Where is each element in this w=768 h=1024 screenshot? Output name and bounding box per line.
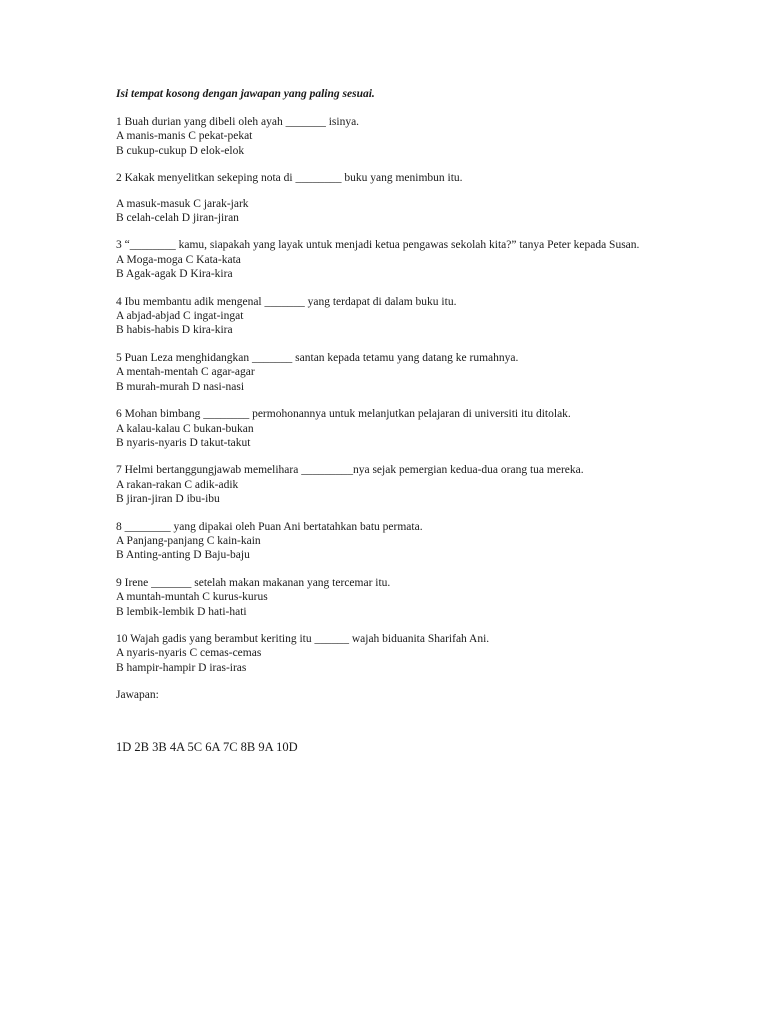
question-5: [116, 351, 736, 394]
options-row-ac: A nyaris-nyaris C cemas-cemas: [116, 647, 262, 660]
question-text: 7 Helmi bertanggungjawab memelihara _________nya sejak pemergian kedua-dua orang tua mereka.: [116, 464, 584, 477]
options-row-ac: A Moga-moga C Kata-kata: [116, 253, 241, 266]
options-row-bd: B nyaris-nyaris D takut-takut: [116, 436, 251, 449]
question-1: [116, 115, 736, 158]
question-8: [116, 520, 736, 563]
question-text: 8 ________ yang dipakai oleh Puan Ani bertatahkan batu permata.: [116, 520, 423, 533]
options-row-ac: A mentah-mentah C agar-agar: [116, 366, 255, 379]
options-row-bd: B hampir-hampir D iras-iras: [116, 661, 247, 674]
question-text: 3 “________ kamu, siapakah yang layak untuk menjadi ketua pengawas sekolah kita?” tanya Peter kepada Susan.: [116, 239, 640, 252]
options-row-bd: B lembik-lembik D hati-hati: [116, 605, 247, 618]
options-row-ac: A rakan-rakan C adik-adik: [116, 478, 239, 491]
options-row-bd: B murah-murah D nasi-nasi: [116, 380, 245, 393]
options-row-ac: A Panjang-panjang C kain-kain: [116, 534, 261, 547]
options-row-ac: A kalau-kalau C bukan-bukan: [116, 422, 254, 435]
question-10: [116, 632, 736, 675]
question-3: [116, 238, 736, 281]
options-row-bd: B jiran-jiran D ibu-ibu: [116, 493, 220, 506]
answer-key: 1D 2B 3B 4A 5C 6A 7C 8B 9A 10D: [116, 739, 298, 754]
question-text: 2 Kakak menyelitkan sekeping nota di ________ buku yang menimbun itu.: [116, 172, 463, 185]
question-text: 9 Irene _______ setelah makan makanan yang tercemar itu.: [116, 576, 391, 589]
answers-label: Jawapan:: [116, 689, 159, 702]
question-9: [116, 576, 736, 619]
question-text: 5 Puan Leza menghidangkan _______ santan kepada tetamu yang datang ke rumahnya.: [116, 351, 519, 364]
question-text: 1 Buah durian yang dibeli oleh ayah _______ isinya.: [116, 116, 360, 128]
question-6: [116, 407, 736, 450]
options-row-ac: A abjad-abjad C ingat-ingat: [116, 310, 244, 323]
question-2: [116, 171, 736, 225]
options-row-bd: B cukup-cukup D elok-elok: [116, 144, 245, 157]
options-row-bd: B Agak-agak D Kira-kira: [116, 268, 233, 281]
question-4: [116, 295, 736, 338]
question-7: [116, 463, 736, 506]
question-text: 6 Mohan bimbang ________ permohonannya untuk melanjutkan pelajaran di universiti itu ditolak.: [116, 408, 571, 421]
question-text: 4 Ibu membantu adik mengenal _______ yang terdapat di dalam buku itu.: [116, 295, 457, 308]
worksheet-instruction: Isi tempat kosong dengan jawapan yang paling sesuai.: [116, 88, 375, 100]
options-row-bd: B habis-habis D kira-kira: [116, 324, 233, 337]
question-text: 10 Wajah gadis yang berambut keriting itu ______ wajah biduanita Sharifah Ani.: [116, 632, 490, 645]
options-row-ac: A muntah-muntah C kurus-kurus: [116, 591, 268, 604]
options-row-bd: B celah-celah D jiran-jiran: [116, 212, 239, 225]
options-row-ac: A masuk-masuk C jarak-jark: [116, 197, 249, 210]
options-row-bd: B Anting-anting D Baju-baju: [116, 549, 250, 562]
worksheet-page: [116, 86, 736, 755]
options-row-ac: A manis-manis C pekat-pekat: [116, 130, 253, 143]
